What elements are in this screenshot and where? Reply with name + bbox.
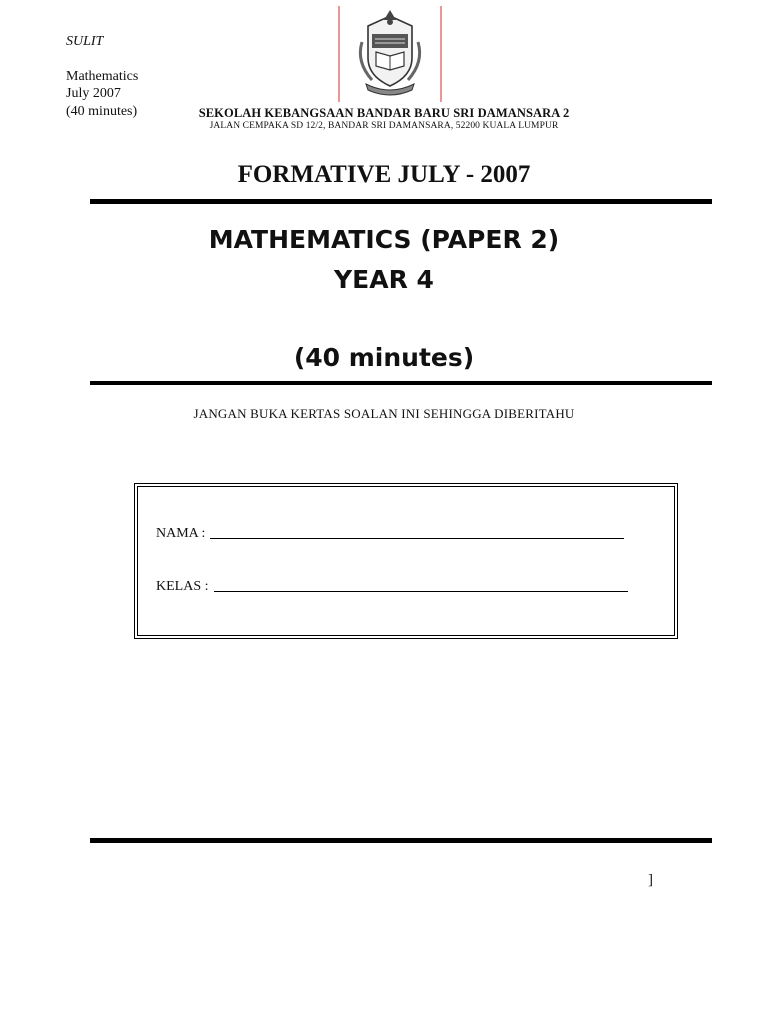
sulit-label: SULIT <box>66 34 104 49</box>
divider-bottom <box>90 838 712 843</box>
exam-title: FORMATIVE JULY - 2007 <box>237 161 531 188</box>
student-info-inner <box>137 486 675 636</box>
subject-label: Mathematics <box>66 68 139 84</box>
paper-heading <box>0 220 768 300</box>
duration-label: (40 minutes) <box>66 103 138 119</box>
class-blank-line[interactable] <box>214 590 628 592</box>
class-label: KELAS : <box>156 579 209 594</box>
name-label: NAMA : <box>156 526 206 541</box>
school-address: JALAN CEMPAKA SD 12/2, BANDAR SRI DAMANSARA, 52200 KUALA LUMPUR <box>209 121 559 131</box>
school-name: SEKOLAH KEBANGSAAN BANDAR BARU SRI DAMANSARA 2 <box>198 106 570 120</box>
name-field-row[interactable] <box>156 526 624 542</box>
school-logo <box>338 6 442 102</box>
date-label: July 2007 <box>66 86 121 101</box>
divider-top <box>90 199 712 204</box>
exam-duration: (40 minutes) <box>293 343 475 372</box>
instruction-text: JANGAN BUKA KERTAS SOALAN INI SEHINGGA DIBERITAHU <box>193 406 575 421</box>
year-label: YEAR 4 <box>334 265 434 294</box>
divider-middle <box>90 381 712 385</box>
paper-title: MATHEMATICS (PAPER 2) <box>208 225 560 254</box>
name-blank-line[interactable] <box>210 537 624 539</box>
class-field-row[interactable] <box>156 579 628 595</box>
student-info-box <box>134 483 678 639</box>
page-mark: ] <box>648 872 653 888</box>
